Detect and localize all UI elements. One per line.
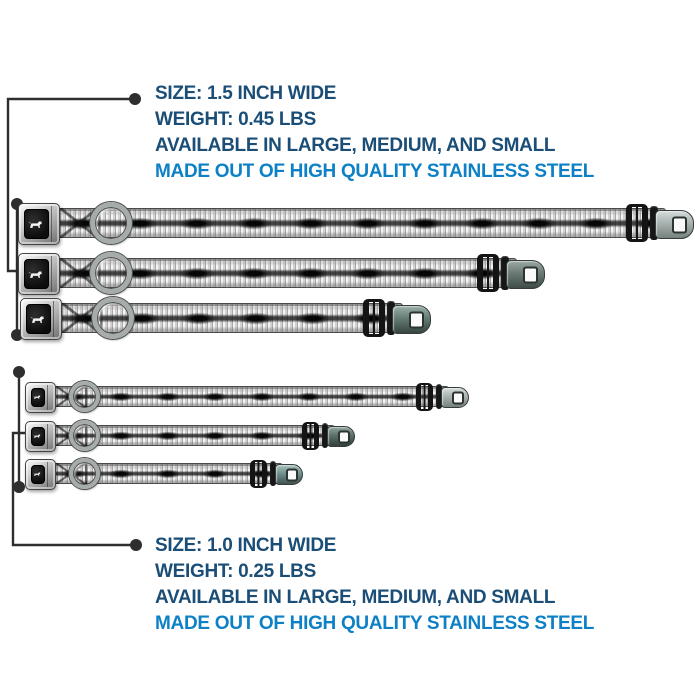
clip-tongue [275, 464, 303, 485]
tri-glide-slider [250, 460, 267, 488]
collar-1-5-small [20, 303, 431, 333]
connector-dot [13, 366, 25, 378]
collar-strap [54, 208, 666, 238]
buckle-face [31, 427, 45, 446]
buckle-face [24, 209, 49, 239]
tri-glide-slider [363, 299, 385, 337]
seatbelt-buckle [25, 459, 56, 490]
seatbelt-buckle [20, 298, 62, 340]
spec-block-1-5-inch [155, 81, 594, 185]
collar-strap [51, 386, 449, 407]
d-ring [90, 252, 132, 294]
weight-label: WEIGHT: 0.25 LBS [155, 561, 316, 582]
clip-tongue [441, 387, 469, 408]
buckle-face [31, 388, 45, 407]
collar-1-5-medium [18, 258, 545, 288]
dog-logo-icon [28, 266, 44, 283]
dog-logo-icon [30, 311, 46, 328]
seatbelt-buckle [25, 421, 56, 452]
clip-tongue [506, 260, 545, 289]
buckle-face [31, 465, 45, 484]
size-label: SIZE: 1.0 INCH WIDE [155, 535, 337, 556]
dog-logo-icon [28, 216, 44, 233]
tri-glide-slider [477, 254, 499, 292]
d-ring [92, 297, 134, 339]
tri-glide-slider [626, 204, 648, 242]
seatbelt-buckle [18, 253, 60, 295]
buckle-face [24, 259, 49, 289]
material-label: MADE OUT OF HIGH QUALITY STAINLESS STEEL [155, 613, 595, 634]
d-ring [69, 420, 100, 451]
d-ring [69, 458, 100, 489]
connector-dot [13, 481, 25, 493]
connector-line-top-text [8, 99, 135, 271]
buckle-face [26, 304, 51, 334]
weight-label: WEIGHT: 0.45 LBS [155, 109, 316, 130]
clip-tongue [655, 210, 694, 239]
dog-logo-icon [33, 392, 41, 402]
collar-1-0-large [25, 386, 469, 407]
dog-logo-icon [33, 431, 41, 441]
d-ring [90, 202, 132, 244]
collar-1-5-large [18, 208, 694, 238]
tri-glide-slider [302, 422, 319, 450]
material-label: MADE OUT OF HIGH QUALITY STAINLESS STEEL [155, 161, 595, 182]
availability-label: AVAILABLE IN LARGE, MEDIUM, AND SMALL [155, 135, 556, 156]
dog-logo-icon [33, 469, 41, 479]
spec-block-1-0-inch [155, 533, 594, 637]
connector-dot [129, 93, 141, 105]
size-label: SIZE: 1.5 INCH WIDE [155, 83, 337, 104]
collar-1-0-medium [25, 425, 355, 446]
clip-tongue [327, 426, 355, 447]
tri-glide-slider [416, 383, 433, 411]
availability-label: AVAILABLE IN LARGE, MEDIUM, AND SMALL [155, 587, 556, 608]
collar-1-0-small [25, 463, 303, 484]
clip-tongue [392, 305, 431, 334]
connector-dot [130, 539, 142, 551]
d-ring [69, 381, 100, 412]
seatbelt-buckle [18, 203, 60, 245]
seatbelt-buckle [25, 382, 56, 413]
